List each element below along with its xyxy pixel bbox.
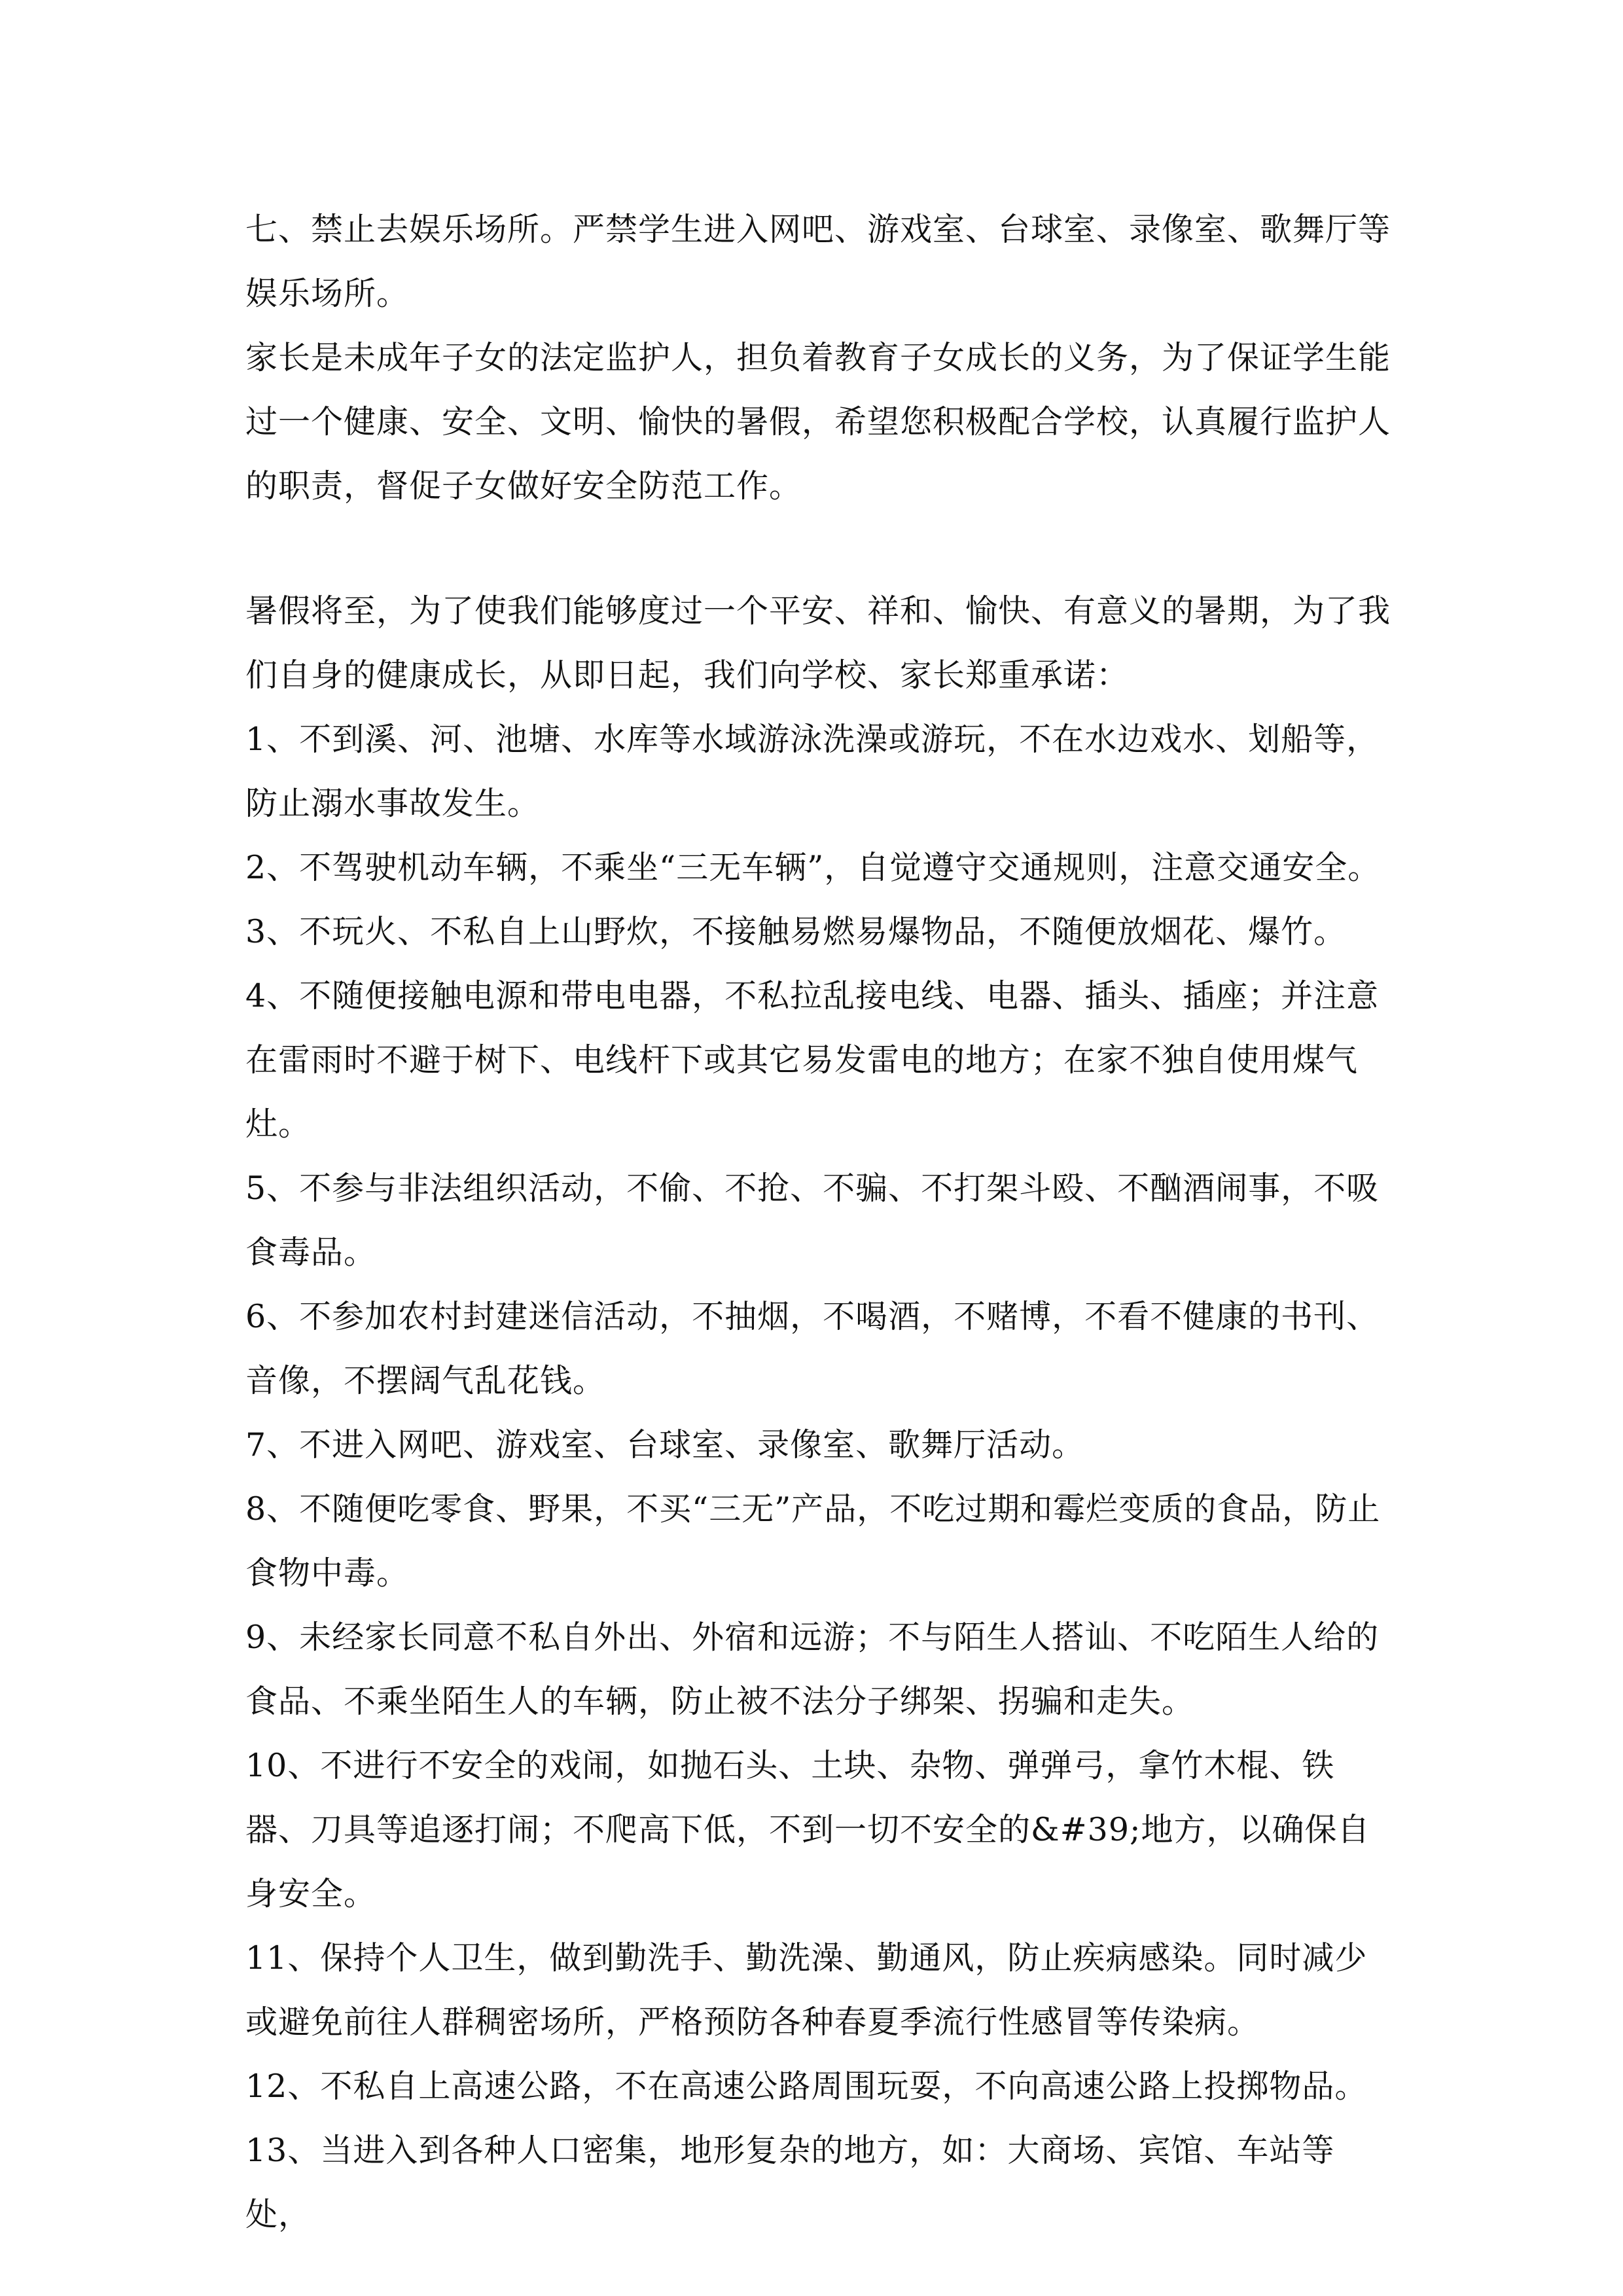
- pledge-item-7: 7、不进入网吧、游戏室、台球室、录像室、歌舞厅活动。: [245, 1426, 1085, 1463]
- paragraph-entertainment-ban: 七、禁止去娱乐场所。严禁学生进入网吧、游戏室、台球室、录像室、歌舞厅等娱乐场所。: [245, 211, 1391, 312]
- paragraph-parent-duty: 家长是未成年子女的法定监护人，担负着教育子女成长的义务，为了保证学生能过一个健康、安全、文明、愉快的暑假，希望您积极配合学校，认真履行监护人的职责，督促子女做好安全防范工作。: [245, 339, 1391, 505]
- pledge-item-13: 13、当进入到各种人口密集，地形复杂的地方，如：大商场、宾馆、车站等处，: [245, 2132, 1335, 2233]
- pledge-item-9: 9、未经家长同意不私自外出、外宿和远游；不与陌生人搭讪、不吃陌生人给的食品、不乘坐陌生人的车辆，防止被不法分子绑架、拐骗和走失。: [245, 1619, 1380, 1720]
- pledge-item-5: 5、不参与非法组织活动，不偷、不抢、不骗、不打架斗殴、不酗酒闹事，不吸食毒品。: [245, 1170, 1380, 1271]
- pledge-item-12: 12、不私自上高速公路，不在高速公路周围玩耍，不向高速公路上投掷物品。: [245, 2068, 1368, 2105]
- pledge-item-8: 8、不随便吃零食、野果，不买“三无”产品，不吃过期和霉烂变质的食品，防止食物中毒。: [245, 1490, 1381, 1592]
- pledge-section: [245, 579, 1397, 2247]
- pledge-intro: 暑假将至，为了使我们能够度过一个平安、祥和、愉快、有意义的暑期，为了我们自身的健康成长，从即日起，我们向学校、家长郑重承诺：: [245, 592, 1391, 694]
- pledge-item-2: 2、不驾驶机动车辆，不乘坐“三无车辆”，自觉遵守交通规则，注意交通安全。: [245, 849, 1381, 886]
- pledge-item-6: 6、不参加农村封建迷信活动，不抽烟，不喝酒，不赌博，不看不健康的书刊、音像，不摆阔气乱花钱。: [245, 1298, 1380, 1399]
- pledge-item-3: 3、不玩火、不私自上山野炊，不接触易燃易爆物品，不随便放烟花、爆竹。: [245, 913, 1347, 950]
- pledge-item-10: 10、不进行不安全的戏闹，如抛石头、土块、杂物、弹弹弓，拿竹木棍、铁器、刀具等追逐打闹；不爬高下低，不到一切不安全的&#39;地方，以确保自身安全。: [245, 1747, 1370, 1912]
- notice-section: [245, 198, 1397, 518]
- pledge-item-1: 1、不到溪、河、池塘、水库等水域游泳洗澡或游玩，不在水边戏水、划船等，防止溺水事故发生。: [245, 721, 1380, 822]
- pledge-item-11: 11、保持个人卫生，做到勤洗手、勤洗澡、勤通风，防止疾病感染。同时减少或避免前往人群稠密场所，严格预防各种春夏季流行性感冒等传染病。: [245, 1939, 1368, 2041]
- pledge-item-4: 4、不随便接触电源和带电电器，不私拉乱接电线、电器、插头、插座；并注意在雷雨时不避于树下、电线杆下或其它易发雷电的地方；在家不独自使用煤气灶。: [245, 977, 1380, 1143]
